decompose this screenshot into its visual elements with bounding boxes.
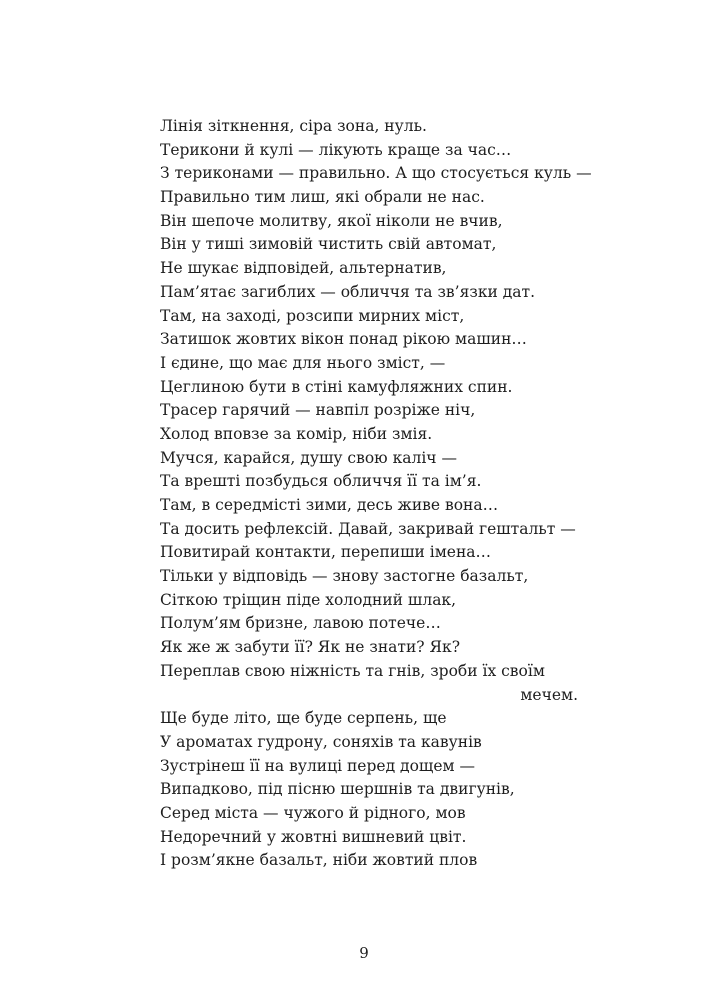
- page-number: 9: [359, 944, 369, 962]
- poem-line: Ще буде літо, ще буде серпень, ще: [160, 709, 447, 728]
- poem-line: Повитирай контакти, перепиши імена…: [160, 543, 492, 562]
- poem-line: Та досить рефлексій. Давай, закривай гештальт —: [160, 519, 576, 538]
- poem-line: Не шукає відповідей, альтернатив,: [160, 259, 447, 278]
- poem-line: Там, на заході, розсипи мирних міст,: [160, 306, 465, 325]
- poem-line: Там, в середмісті зими, десь живе вона…: [160, 496, 499, 514]
- poem-line: І єдине, що має для нього зміст, —: [160, 353, 446, 372]
- poem-line: Серед міста — чужого й рідного, мов: [160, 803, 466, 822]
- poem-line: Недоречний у жовтні вишневий цвіт.: [160, 827, 467, 846]
- poem-line: Пам’ятає загиблих — обличчя та зв’язки дат.: [160, 282, 536, 301]
- poem-line: У ароматах гудрону, соняхів та кавунів: [160, 732, 482, 751]
- poem-line: Терикони й кулі — лікують краще за час…: [160, 140, 512, 159]
- poem-line: Переплав свою ніжність та гнів, зроби їх своїм: [160, 661, 545, 680]
- poem-line: Та врешті позбудься обличчя її та ім’я.: [160, 472, 482, 491]
- poem-line: З териконами — правильно. А що стосується куль —: [160, 164, 592, 183]
- poem-line: І розм’якне базальт, ніби жовтий плов: [160, 851, 478, 870]
- poem-line: Полум’ям бризне, лавою потече…: [160, 614, 441, 633]
- poem-line: Зустрінеш її на вулиці перед дощем —: [160, 756, 475, 775]
- poem-line: Мучся, карайся, душу свою каліч —: [160, 448, 457, 467]
- poem-line: Трасер гарячий — навпіл розріже ніч,: [160, 401, 476, 420]
- poem-line: Як же ж забути її? Як не знати? Як?: [160, 638, 461, 657]
- poem-line: Затишок жовтих вікон понад рікою машин…: [160, 330, 527, 349]
- poem-line: Холод вповзе за комір, ніби змія.: [160, 424, 433, 443]
- poem-line: Цеглиною бути в стіні камуфляжних спин.: [160, 377, 513, 396]
- poem-line-continuation: мечем.: [520, 685, 578, 704]
- poem-line: Правильно тим лиш, які обрали не нас.: [160, 188, 485, 207]
- poem-line: Випадково, під пісню шершнів та двигунів,: [160, 780, 515, 799]
- poem-line: Він шепоче молитву, якої ніколи не вчив,: [160, 211, 503, 230]
- poem-text: [160, 115, 600, 873]
- poem-line: Він у тиші зимовій чистить свій автомат,: [160, 235, 497, 254]
- poem-line: Сіткою тріщин піде холодний шлак,: [160, 590, 457, 609]
- poem-line: Лінія зіткнення, сіра зона, нуль.: [160, 117, 427, 135]
- poem-line: Тільки у відповідь — знову застогне базальт,: [160, 567, 529, 586]
